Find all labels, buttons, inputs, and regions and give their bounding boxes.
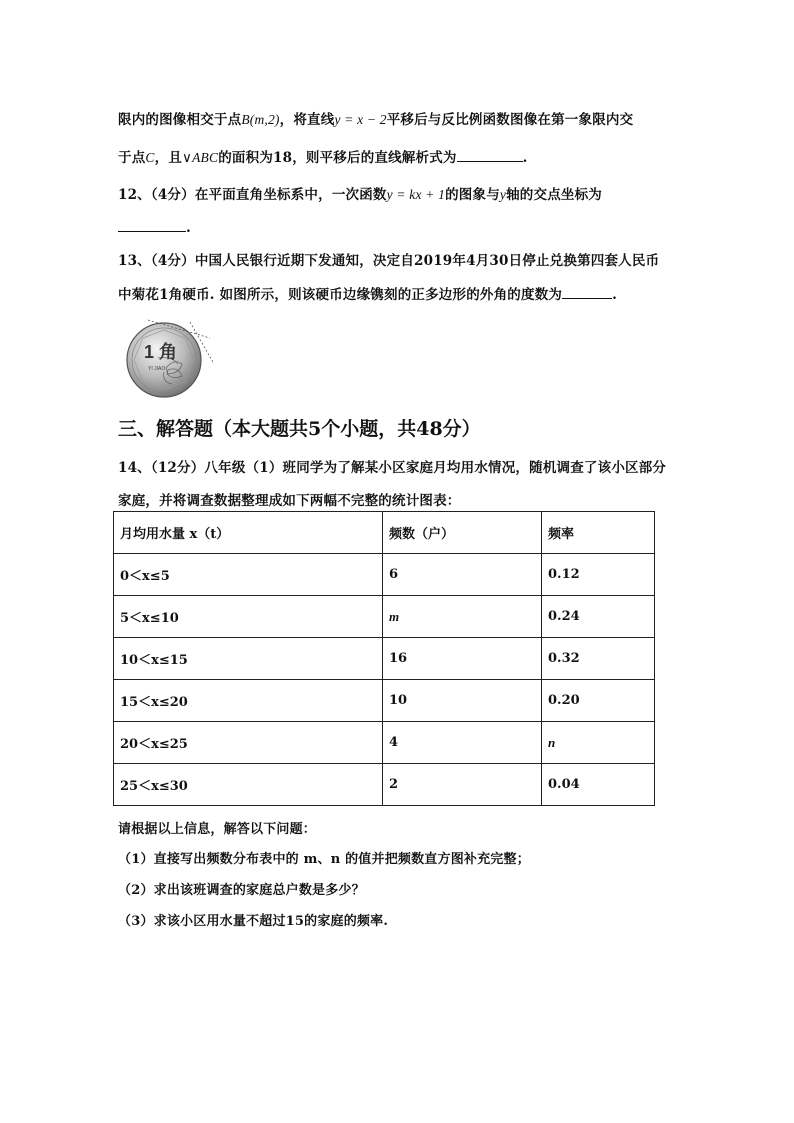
q11-text: 限内的图像相交于点 bbox=[118, 112, 242, 128]
q12-text: 轴的交点坐标为 bbox=[506, 187, 603, 203]
q14-sub3: （3）求该小区用水量不超过15的家庭的频率. bbox=[118, 914, 389, 929]
table-cell: 10＜x≤15 bbox=[114, 638, 383, 680]
table-cell: 0.20 bbox=[542, 680, 655, 722]
q14-line2: 家庭，并将调查数据整理成如下两幅不完整的统计图表： bbox=[118, 493, 461, 509]
frequency-table bbox=[113, 511, 655, 806]
q11-line1 bbox=[118, 108, 633, 128]
coin-icon bbox=[118, 318, 218, 400]
table-row bbox=[114, 722, 655, 764]
q11-text: ，将直线 bbox=[279, 112, 335, 128]
table-cell: 5＜x≤10 bbox=[114, 596, 383, 638]
q14-line1: 14、（12分）八年级（1）班同学为了解某小区家庭月均用水情况，随机调查了该小区部分 bbox=[118, 460, 667, 476]
q12-line2 bbox=[118, 219, 191, 236]
linear-function-math: y = kx + 1 bbox=[386, 187, 446, 202]
q11-text: 平移后与反比例函数图像在第一象限内交 bbox=[386, 112, 634, 128]
table-header-cell: 频率 bbox=[542, 512, 655, 554]
line-equation-math: y = x − 2 bbox=[334, 112, 387, 127]
table-cell: n bbox=[542, 722, 655, 764]
answer-blank bbox=[457, 149, 523, 162]
q13-text: . bbox=[612, 287, 617, 303]
answer-blank bbox=[562, 286, 612, 299]
point-c-math: C bbox=[145, 150, 155, 165]
triangle-abc-math: ∨ABC bbox=[182, 150, 219, 165]
point-b-math: B(m,2) bbox=[241, 112, 280, 127]
table-cell: 10 bbox=[383, 680, 542, 722]
table-cell: 0＜x≤5 bbox=[114, 554, 383, 596]
q11-text: 的面积为18，则平移后的直线解析式为 bbox=[218, 150, 457, 166]
q12-text: 12、（4分）在平面直角坐标系中，一次函数 bbox=[118, 187, 387, 203]
table-cell: m bbox=[383, 596, 542, 638]
q13-text: 中菊花1角硬币. 如图所示，则该硬币边缘镌刻的正多边形的外角的度数为 bbox=[118, 287, 563, 303]
coin-image bbox=[118, 318, 218, 400]
table-row bbox=[114, 638, 655, 680]
table-cell: 0.24 bbox=[542, 596, 655, 638]
q12-line1 bbox=[118, 183, 602, 203]
table-cell: 0.32 bbox=[542, 638, 655, 680]
q14-sub2: （2）求出该班调查的家庭总户数是多少？ bbox=[118, 883, 365, 898]
table-row bbox=[114, 554, 655, 596]
table-cell: 0.04 bbox=[542, 764, 655, 806]
coin-pinyin: YI JIAO bbox=[148, 366, 166, 372]
table-cell: 20＜x≤25 bbox=[114, 722, 383, 764]
q11-text: ，且 bbox=[154, 150, 183, 166]
q13-line2 bbox=[118, 283, 617, 303]
table-row bbox=[114, 596, 655, 638]
table-cell: 0.12 bbox=[542, 554, 655, 596]
q11-text: . bbox=[522, 150, 528, 166]
y-axis-math: y bbox=[499, 187, 507, 202]
table-cell: 15＜x≤20 bbox=[114, 680, 383, 722]
q14-intro: 请根据以上信息，解答以下问题： bbox=[118, 822, 317, 837]
table-cell: 16 bbox=[383, 638, 542, 680]
table-row bbox=[114, 764, 655, 806]
q12-text: 的图象与 bbox=[445, 187, 500, 203]
table-cell: 4 bbox=[383, 722, 542, 764]
section-heading: 三、解答题（本大题共5个小题，共48分） bbox=[118, 418, 481, 440]
answer-blank bbox=[118, 219, 186, 232]
table-header-cell: 月均用水量 x（t） bbox=[114, 512, 383, 554]
q13-line1: 13、（4分）中国人民银行近期下发通知，决定自2019年4月30日停止兑换第四套人民币 bbox=[118, 253, 660, 269]
q14-sub1: （1）直接写出频数分布表中的 m、n 的值并把频数直方图补充完整； bbox=[118, 852, 530, 867]
q11-text: 于点 bbox=[118, 150, 146, 166]
table-cell: 25＜x≤30 bbox=[114, 764, 383, 806]
table-row bbox=[114, 680, 655, 722]
table-header-row bbox=[114, 512, 655, 554]
q11-line2 bbox=[118, 146, 528, 166]
table-header-cell: 频数（户） bbox=[383, 512, 542, 554]
coin-numeral: 1 角 bbox=[144, 342, 178, 362]
q12-text: . bbox=[186, 220, 191, 236]
table-cell: 2 bbox=[383, 764, 542, 806]
table-cell: 6 bbox=[383, 554, 542, 596]
